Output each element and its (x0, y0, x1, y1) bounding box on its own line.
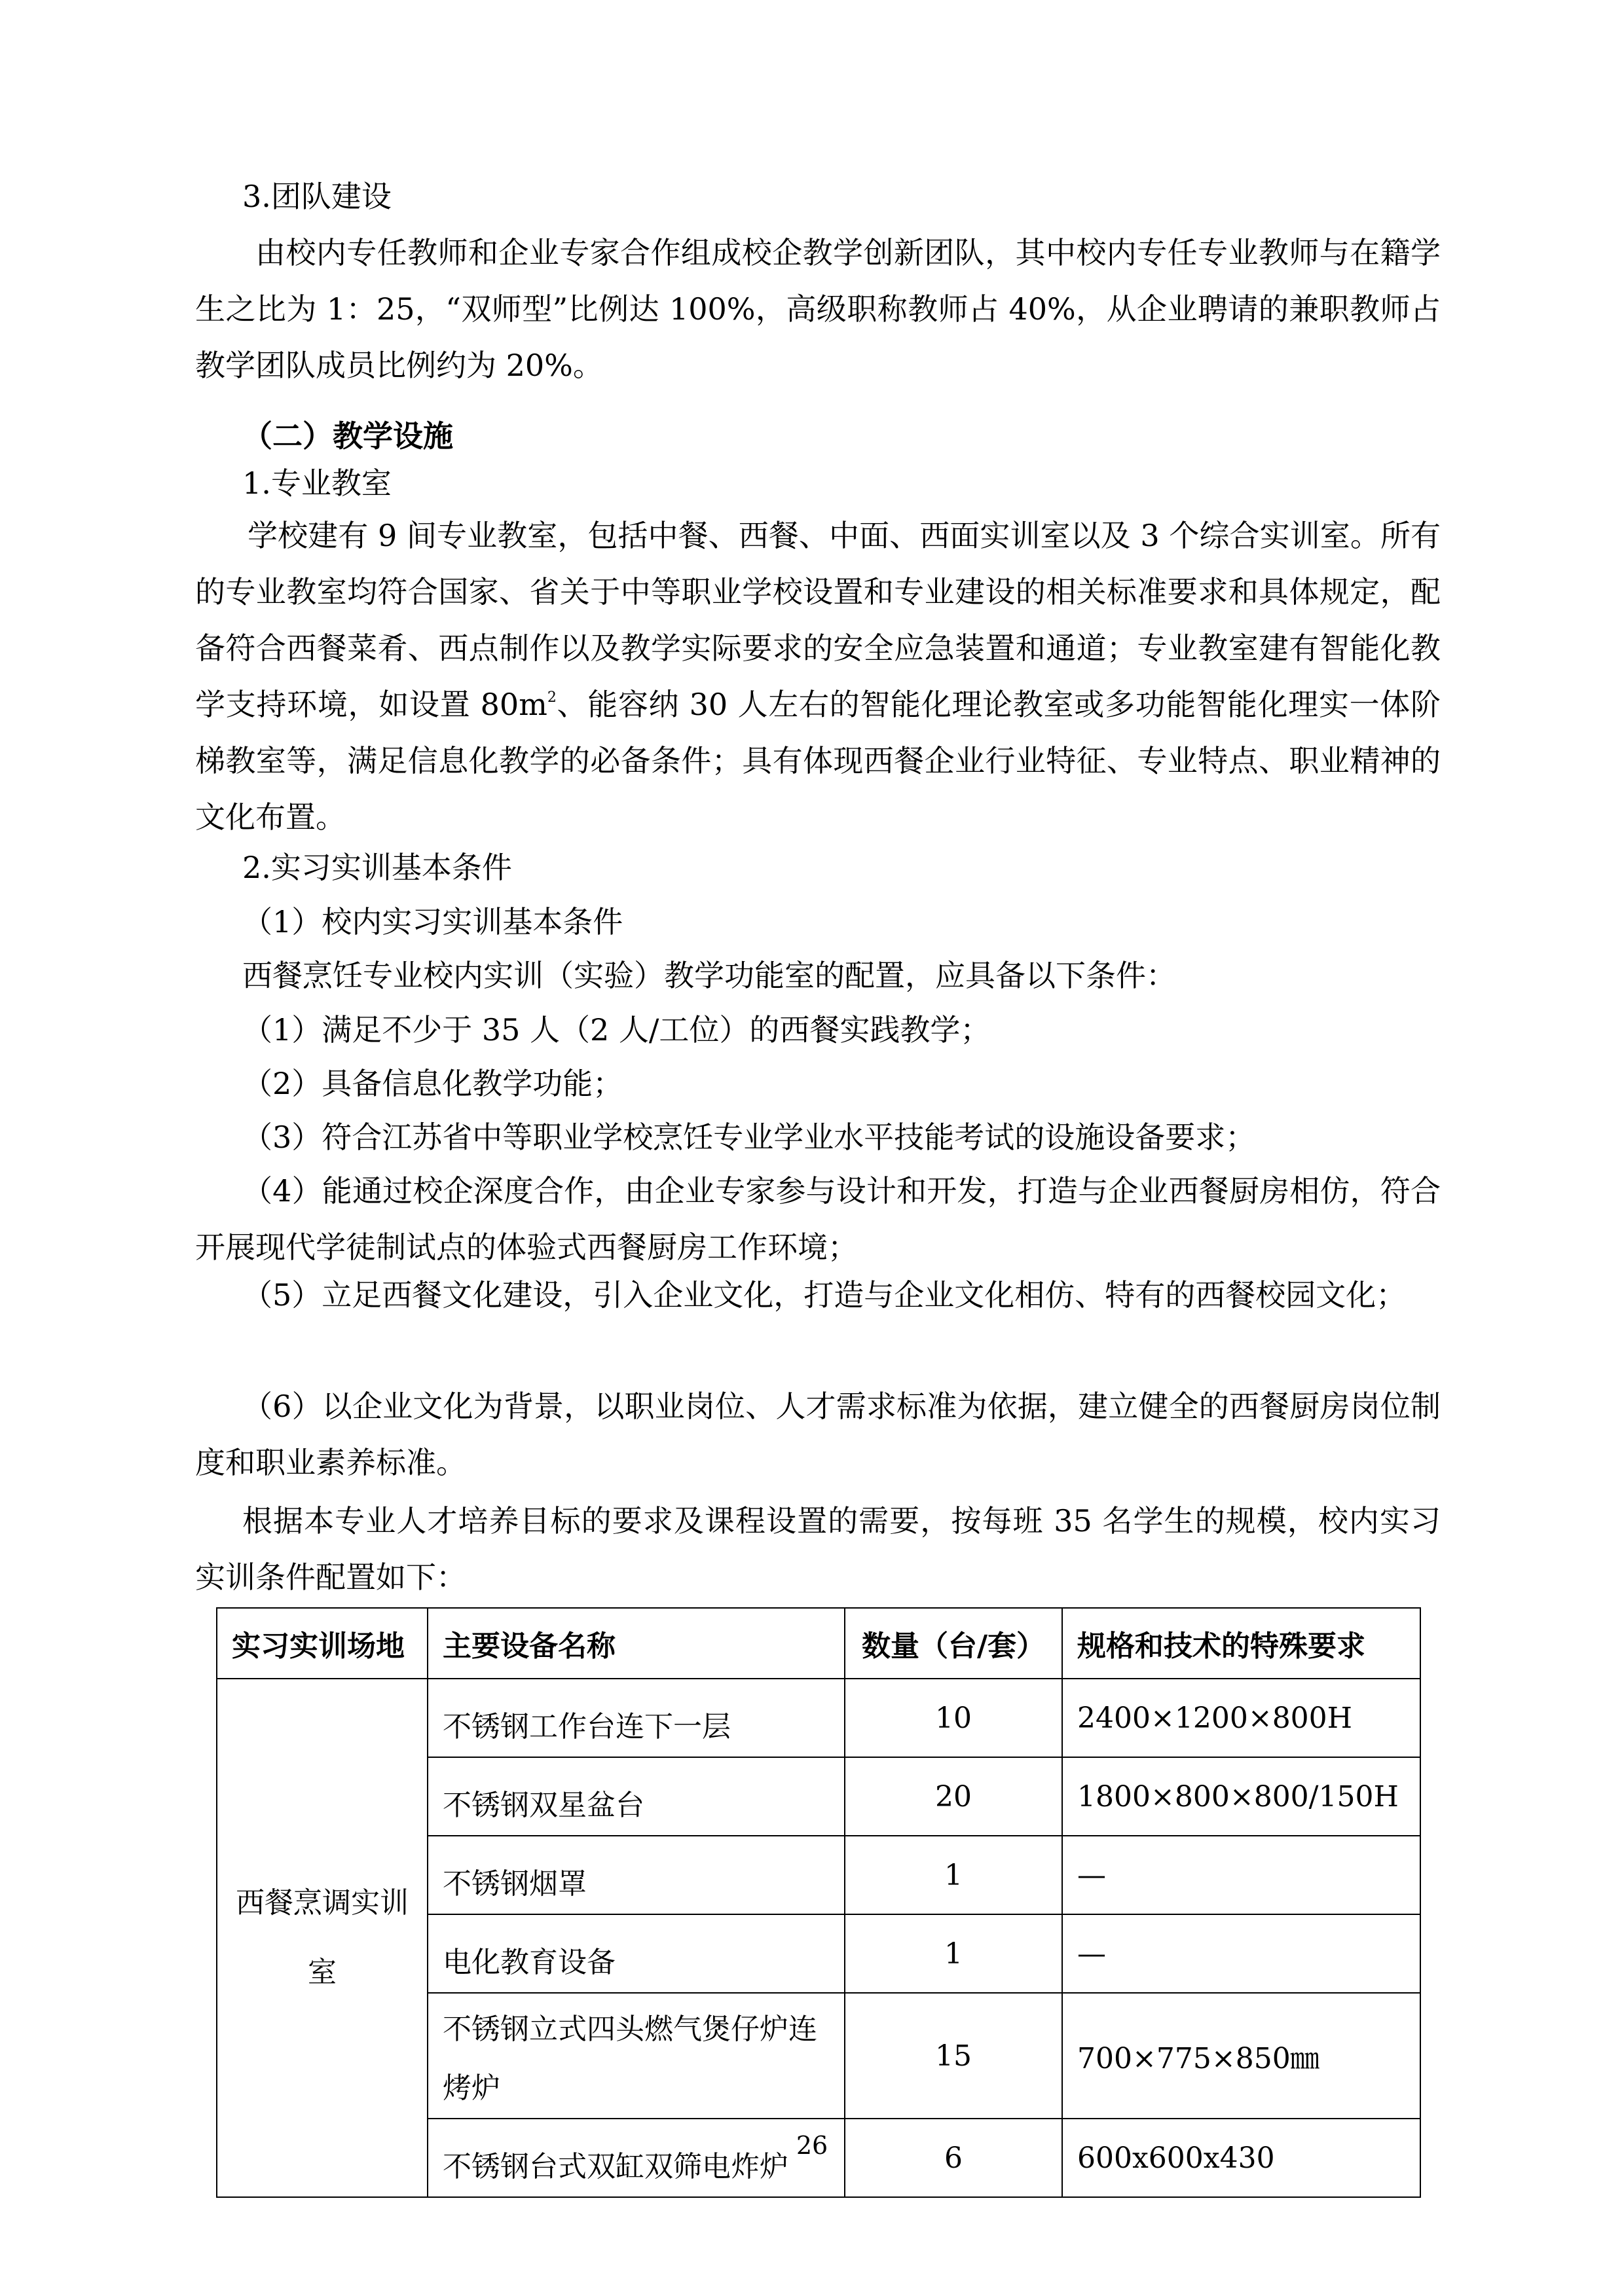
table-cell-quantity: 20 (845, 1757, 1062, 1836)
table-cell-equipment: 不锈钢工作台连下一层 (428, 1679, 845, 1757)
list-item-5: （5）立足西餐文化建设，引入企业文化，打造与企业文化相仿、特有的西餐校园文化； (242, 1277, 1407, 1313)
paragraph-conditions-intro: 西餐烹饪专业校内实训（实验）教学功能室的配置，应具备以下条件： (242, 958, 1176, 993)
table-cell-spec: 600x600x430 (1062, 2119, 1420, 2197)
table-cell-quantity: 10 (845, 1679, 1062, 1757)
paragraph-team-building: 由校内专任教师和企业专家合作组成校企教学创新团队，其中校内专任专业教师与在籍学生之比为 1：25，“双师型”比例达 100%，高级职称教师占 40%，从企业聘请的兼职教师占教学团队成员比例约为 20%。 (195, 235, 1441, 383)
table-cell-equipment: 不锈钢立式四头燃气煲仔炉连烤炉 (428, 1993, 845, 2119)
table-cell-quantity: 15 (845, 1993, 1062, 2119)
table-cell-quantity: 1 (845, 1836, 1062, 1914)
table-header-cell: 实习实训场地 (217, 1608, 428, 1679)
heading-teaching-facilities: （二）教学设施 (242, 418, 453, 454)
table-header-cell: 数量（台/套） (845, 1608, 1062, 1679)
list-item-2: （2）具备信息化教学功能； (242, 1066, 623, 1101)
heading-team-building: 3.团队建设 (242, 179, 392, 214)
table-cell-spec: — (1062, 1914, 1420, 1993)
table-cell-spec: 2400×1200×800H (1062, 1679, 1420, 1757)
table-cell-equipment: 不锈钢烟罩 (428, 1836, 845, 1914)
paragraph-table-intro: 根据本专业人才培养目标的要求及课程设置的需要，按每班 35 名学生的规模，校内实习实训条件配置如下： (195, 1503, 1441, 1595)
list-item-6: （6）以企业文化为背景，以职业岗位、人才需求标准为依据，建立健全的西餐厨房岗位制度和职业素养标准。 (195, 1389, 1441, 1480)
equipment-table (216, 1607, 1421, 2198)
page-number: 26 (796, 2131, 828, 2160)
list-item-4: （4）能通过校企深度合作，由企业专家参与设计和开发，打造与企业西餐厨房相仿，符合开展现代学徒制试点的体验式西餐厨房工作环境； (195, 1173, 1441, 1265)
paragraph-professional-classroom-a: 学校建有 9 间专业教室，包括中餐、西餐、中面、西面实训室以及 3 个综合实训室。所有的专业教室均符合国家、省关于中等职业学校设置和专业建设的相关标准要求和具体规定，配备符合西餐菜肴、西点制作以及教学实际要求的安全应急装置和通道；专业教室建有智能化教学支持环境，如设置 80m (195, 518, 1441, 722)
table-header-cell: 规格和技术的特殊要求 (1062, 1608, 1420, 1679)
table-cell-quantity: 6 (845, 2119, 1062, 2197)
superscript-square: 2 (547, 689, 557, 706)
table-row (217, 1679, 1420, 1757)
table-cell-spec: 1800×800×800/150H (1062, 1757, 1420, 1836)
heading-campus-training: （1）校内实习实训基本条件 (242, 904, 623, 939)
paragraph-professional-classroom (195, 507, 1441, 845)
table-cell-quantity: 1 (845, 1914, 1062, 1993)
table-cell-room: 西餐烹调实训室 (217, 1679, 428, 2197)
heading-professional-classroom: 1.专业教室 (242, 465, 392, 501)
list-item-1: （1）满足不少于 35 人（2 人/工位）的西餐实践教学； (242, 1012, 991, 1048)
table-cell-equipment: 电化教育设备 (428, 1914, 845, 1993)
table-header-row (217, 1608, 1420, 1679)
table-cell-equipment: 不锈钢台式双缸双筛电炸炉 (428, 2119, 845, 2197)
table-header-cell: 主要设备名称 (428, 1608, 845, 1679)
table-cell-spec: 700×775×850㎜ (1062, 1993, 1420, 2119)
table-cell-equipment: 不锈钢双星盆台 (428, 1757, 845, 1836)
table-cell-spec: — (1062, 1836, 1420, 1914)
heading-training-conditions: 2.实习实训基本条件 (242, 850, 512, 885)
list-item-3: （3）符合江苏省中等职业学校烹饪专业学业水平技能考试的设施设备要求； (242, 1120, 1256, 1155)
paragraph-professional-classroom-b: 、能容纳 30 人左右的智能化理论教室或多功能智能化理实一体阶梯教室等，满足信息化教学的必备条件；具有体现西餐企业行业特征、专业特点、职业精神的文化布置。 (195, 687, 1441, 835)
